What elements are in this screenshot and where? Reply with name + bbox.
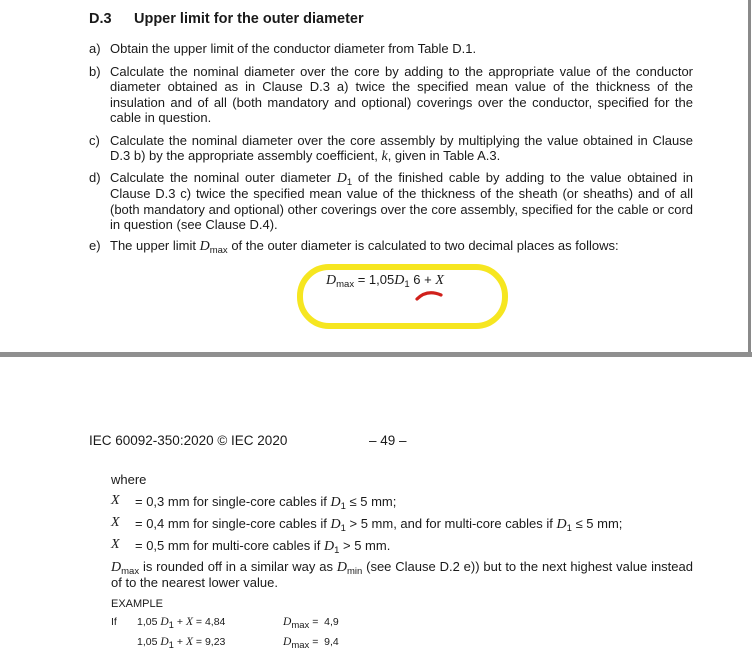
def-symbol: D [330, 495, 341, 510]
page-number: – 49 – [369, 433, 407, 448]
section-number: D.3 [89, 11, 112, 27]
text-run: > 5 mm. [342, 538, 391, 553]
subscript: max [291, 620, 310, 631]
text-run: = 0,3 mm for single-core cables if [135, 494, 327, 509]
list-text: Calculate the nominal diameter over the core by adding to the appropriate value of the conductor diameter obtained as in Clause D.3 a) twice the specified mean value of the thickness of the insulation and of all (both mandatory and optional) coverings over the conductor, specified for the cable in question. [110, 64, 693, 126]
subscript: max [121, 566, 140, 577]
subscript: min [346, 566, 363, 577]
subscript: 1 [404, 279, 410, 290]
example-symbol: D [283, 636, 292, 648]
formula-text: = 1,05 [357, 272, 395, 287]
def-variable: X [111, 537, 120, 552]
list-item-b [89, 64, 693, 126]
example-rhs-row-1 [283, 616, 339, 631]
text-run: = [312, 616, 319, 628]
text-run: of the outer diameter is calculated to two decimal places as follows: [231, 238, 619, 253]
example-symbol: X [185, 616, 193, 628]
example-if-label: If [111, 616, 117, 628]
text-run: 9,4 [324, 636, 339, 648]
subscript: 1 [346, 177, 353, 188]
subscript: max [291, 640, 310, 651]
subscript: 1 [168, 620, 174, 631]
text-run: = 9,23 [195, 636, 226, 648]
list-text [110, 238, 693, 254]
text-run: 1,05 [137, 636, 158, 648]
symbol-dmax: D [199, 239, 210, 254]
formula-text: 6 [413, 272, 421, 287]
para-symbol: D [111, 560, 122, 575]
text-run: > 5 mm, and for multi-core cables if [349, 516, 553, 531]
text-run: is rounded off in a similar way as [142, 559, 333, 574]
formula-symbol: D [326, 273, 337, 288]
def-symbol: D [556, 517, 567, 532]
def-symbol: D [330, 517, 341, 532]
text-run: (see Clause D.2 e)) but to the next highest value instead of to the nearest lower value. [111, 559, 693, 591]
list-text [110, 133, 693, 165]
subscript: 1 [340, 523, 346, 534]
example-symbol: X [185, 636, 193, 648]
list-item-d [89, 170, 693, 233]
text-run: The upper limit [110, 238, 196, 253]
def-text [135, 538, 390, 555]
list-label: a) [89, 41, 101, 56]
text-run: = 4,84 [195, 616, 226, 628]
section-title: Upper limit for the outer diameter [134, 11, 364, 27]
para-symbol: D [336, 560, 347, 575]
example-symbol: D [283, 616, 292, 628]
rounding-paragraph [111, 559, 693, 591]
def-variable: X [111, 493, 120, 508]
def-text [135, 494, 396, 511]
formula-symbol: D [394, 273, 405, 288]
example-lhs-row-2 [137, 636, 226, 651]
formula-text: + [424, 272, 432, 287]
list-label: b) [89, 64, 101, 79]
text-run: Calculate the nominal diameter over the core assembly by multiplying the value obtained in Clause D.3 b) by the appropriate assembly coefficient, [110, 133, 693, 164]
formula-symbol: X [435, 273, 444, 288]
example-rhs-row-2 [283, 636, 339, 651]
list-item-c [89, 133, 693, 165]
def-variable: X [111, 515, 120, 530]
text-run: 1,05 [137, 616, 158, 628]
red-annotation-mark [414, 288, 444, 302]
text-run: + [176, 616, 184, 628]
text-run: = [312, 636, 319, 648]
text-run: = 0,4 mm for single-core cables if [135, 516, 327, 531]
def-text [135, 516, 622, 533]
formula-dmax [326, 272, 444, 289]
list-item-a [89, 41, 693, 56]
text-run: , given in Table A.3. [387, 148, 501, 164]
example-symbol: D [160, 616, 169, 628]
subscript: 1 [566, 523, 572, 534]
text-run: ≤ 5 mm; [349, 494, 397, 509]
section-heading [89, 11, 364, 27]
subscript: 1 [168, 640, 174, 651]
text-run: + [176, 636, 184, 648]
list-text [110, 170, 693, 233]
where-label: where [111, 472, 147, 487]
subscript: max [209, 245, 228, 256]
subscript: 1 [334, 545, 340, 556]
list-label: d) [89, 170, 101, 185]
text-run: ≤ 5 mm; [575, 516, 623, 531]
def-symbol: D [323, 539, 335, 554]
subscript: max [336, 279, 355, 290]
text-run: 4,9 [324, 616, 339, 628]
text-run: = 0,5 mm for multi-core cables if [135, 538, 321, 553]
list-label: e) [89, 238, 101, 253]
list-label: c) [89, 133, 100, 148]
subscript: 1 [340, 501, 346, 512]
text-run: Calculate the nominal outer diameter [110, 170, 331, 185]
text-run: of the finished cable by adding to the value obtained in Clause D.3 c) twice the specified mean value of the thickness of the sheath (or sheaths) and of all (both mandatory and optional) other coverings over the core assembly, specified for the cable or cord in question (see Clause D.4). [110, 170, 693, 233]
symbol-d1: D [336, 171, 347, 186]
example-label: EXAMPLE [111, 598, 163, 610]
symbol-k: k [381, 149, 388, 165]
list-item-e [89, 238, 693, 254]
list-text: Obtain the upper limit of the conductor diameter from Table D.1. [110, 41, 477, 56]
example-symbol: D [160, 636, 169, 648]
document-header-standard: IEC 60092-350:2020 © IEC 2020 [89, 433, 288, 448]
example-lhs-row-1 [137, 616, 226, 631]
